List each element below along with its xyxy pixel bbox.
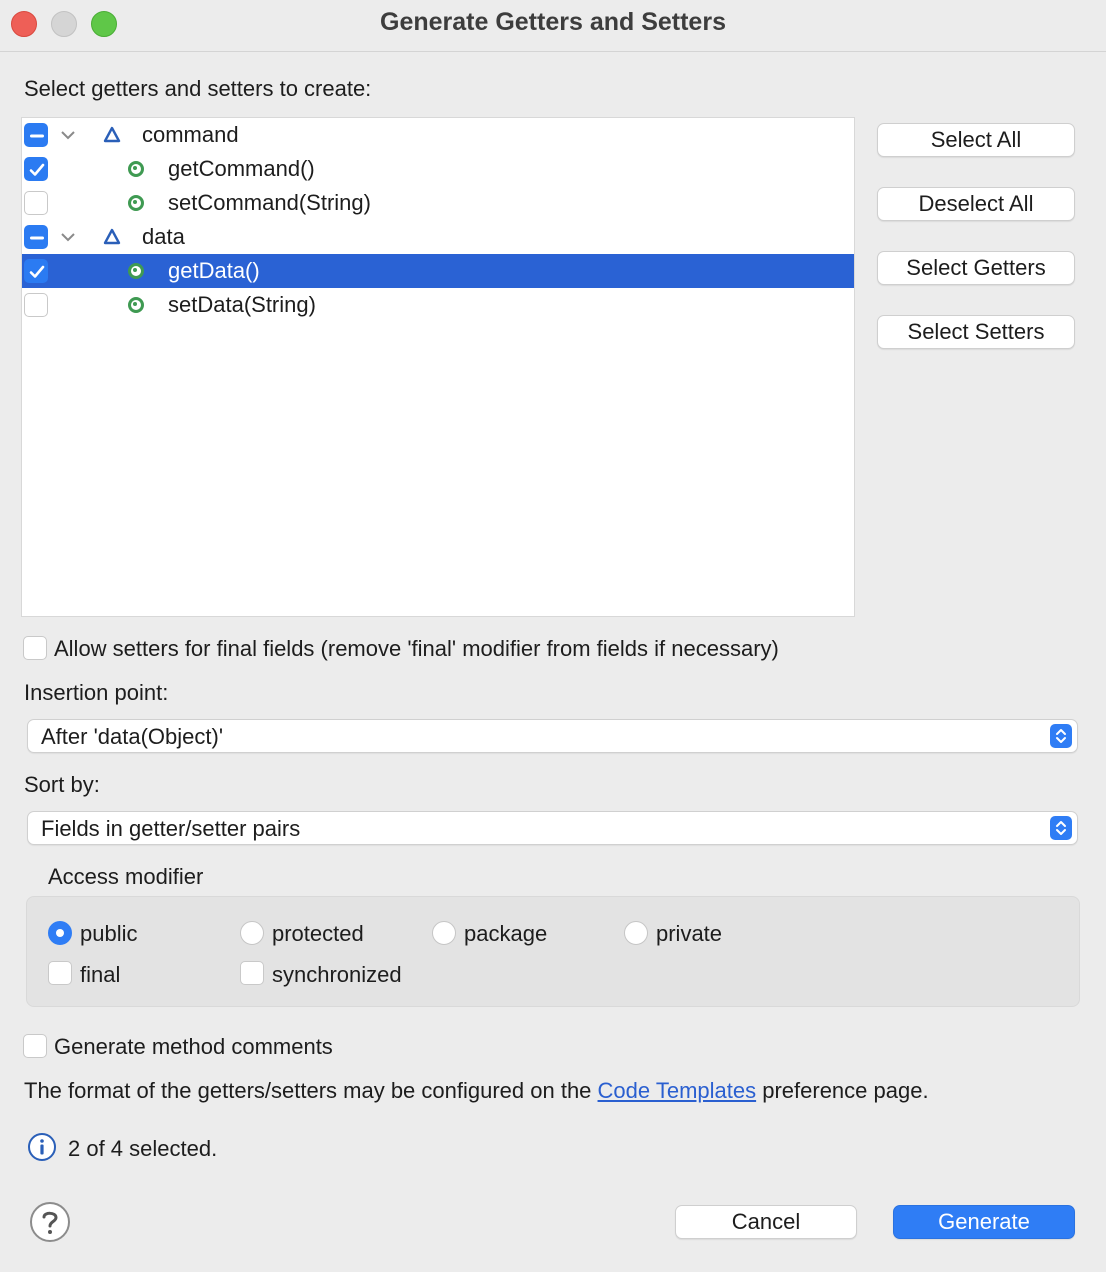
generate-comments-checkbox[interactable]	[23, 1034, 47, 1058]
tree-heading: Select getters and setters to create:	[24, 76, 372, 101]
access-modifier-label: Access modifier	[48, 864, 204, 889]
deselect-all-button[interactable]: Deselect All	[877, 187, 1075, 221]
synchronized-label: synchronized	[272, 962, 402, 987]
code-templates-link[interactable]: Code Templates	[597, 1078, 757, 1103]
field-icon	[102, 227, 122, 247]
tree-checkbox[interactable]	[24, 191, 48, 215]
generate-button[interactable]: Generate	[893, 1205, 1075, 1239]
public-method-icon	[128, 161, 144, 177]
final-label: final	[80, 962, 121, 987]
tree-checkbox[interactable]	[24, 157, 48, 181]
public-method-icon	[128, 297, 144, 313]
updown-chevron-icon	[1050, 816, 1072, 840]
tree-checkbox[interactable]	[24, 293, 48, 317]
tree-row-field-command[interactable]	[22, 118, 854, 152]
tree-checkbox[interactable]	[24, 259, 48, 283]
radio-public-label: public	[80, 921, 138, 946]
radio-package-label: package	[464, 921, 548, 946]
chevron-down-icon[interactable]	[58, 227, 78, 247]
field-icon	[102, 125, 122, 145]
tree-row-method-getcommand[interactable]	[22, 152, 854, 186]
sort-by-label: Sort by:	[24, 772, 100, 797]
public-method-icon	[128, 195, 144, 211]
final-checkbox[interactable]	[48, 961, 72, 985]
sort-by-select[interactable]	[27, 811, 1078, 845]
title-bar	[0, 0, 1106, 52]
insertion-point-select[interactable]	[27, 719, 1078, 753]
public-method-icon	[128, 263, 144, 279]
format-note	[24, 1078, 929, 1104]
cancel-button[interactable]: Cancel	[675, 1205, 857, 1239]
access-modifier-group	[26, 896, 1080, 1007]
tree-row-label: setData(String)	[168, 292, 316, 317]
tree-row-label: getCommand()	[168, 156, 315, 181]
getter-setter-tree[interactable]	[21, 117, 855, 617]
tree-row-label: setCommand(String)	[168, 190, 371, 215]
insertion-point-value: After 'data(Object)'	[41, 724, 224, 749]
allow-final-setters-label: Allow setters for final fields (remove 'final' modifier from fields if necessary)	[54, 636, 779, 661]
updown-chevron-icon	[1050, 724, 1072, 748]
radio-protected-label: protected	[272, 921, 364, 946]
radio-public[interactable]	[48, 921, 72, 945]
tree-row-method-getdata[interactable]	[22, 254, 854, 288]
radio-private[interactable]	[624, 921, 648, 945]
radio-protected[interactable]	[240, 921, 264, 945]
tree-row-method-setdata[interactable]	[22, 288, 854, 322]
window-title: Generate Getters and Setters	[380, 8, 726, 36]
radio-package[interactable]	[432, 921, 456, 945]
generate-comments-label: Generate method comments	[54, 1034, 333, 1059]
tree-row-field-data[interactable]	[22, 220, 854, 254]
synchronized-checkbox[interactable]	[240, 961, 264, 985]
tree-checkbox[interactable]	[24, 123, 48, 147]
info-icon	[27, 1132, 57, 1162]
sort-by-value: Fields in getter/setter pairs	[41, 816, 301, 841]
format-note-before: The format of the getters/setters may be configured on the	[24, 1078, 598, 1103]
help-icon[interactable]	[29, 1201, 71, 1243]
insertion-point-label: Insertion point:	[24, 680, 169, 705]
select-all-button[interactable]: Select All	[877, 123, 1075, 157]
tree-checkbox[interactable]	[24, 225, 48, 249]
tree-row-method-setcommand[interactable]	[22, 186, 854, 220]
select-getters-button[interactable]: Select Getters	[877, 251, 1075, 285]
tree-row-label: data	[142, 224, 185, 249]
format-note-after: preference page.	[756, 1078, 929, 1103]
select-setters-button[interactable]: Select Setters	[877, 315, 1075, 349]
allow-final-setters-checkbox[interactable]	[23, 636, 47, 660]
chevron-down-icon[interactable]	[58, 125, 78, 145]
radio-private-label: private	[656, 921, 723, 946]
tree-row-label: getData()	[168, 258, 260, 283]
selection-status: 2 of 4 selected.	[68, 1136, 218, 1161]
tree-row-label: command	[142, 122, 239, 147]
